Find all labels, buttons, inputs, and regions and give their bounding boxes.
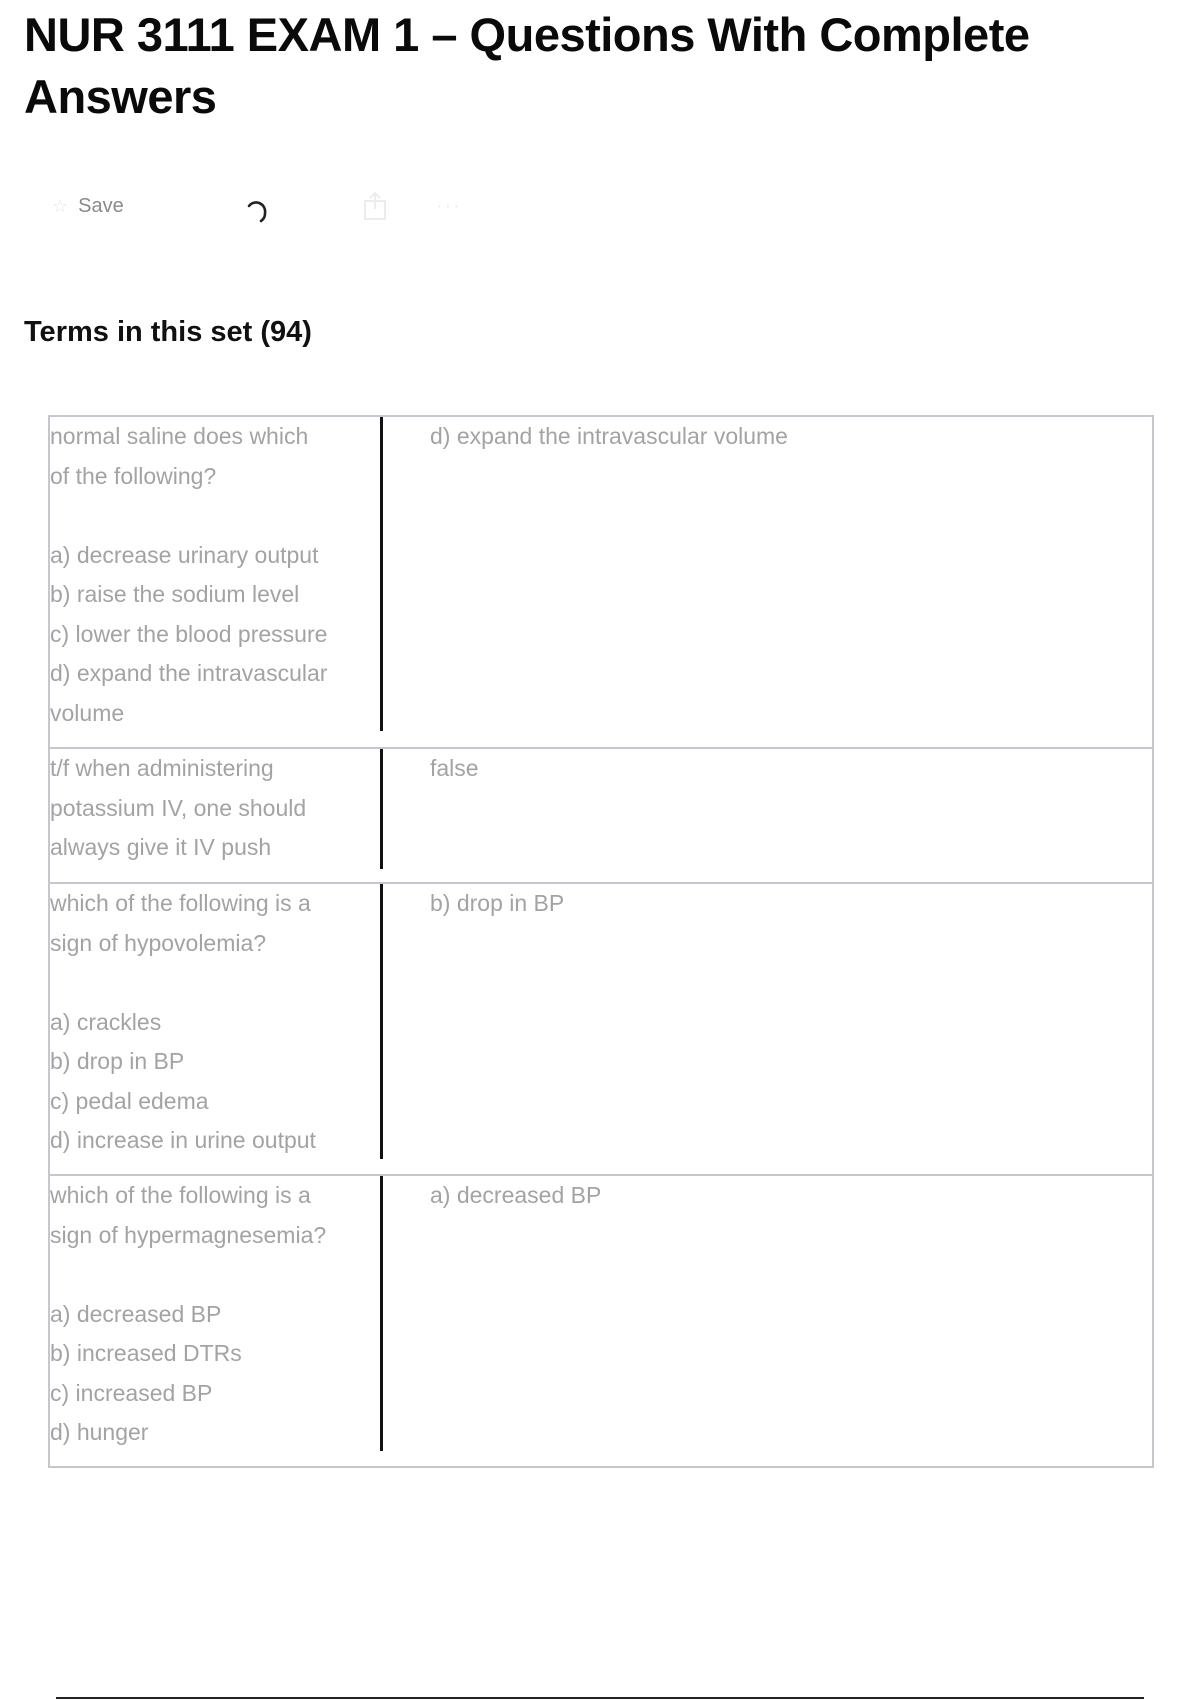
toolbar bbox=[52, 186, 512, 226]
page-title: NUR 3111 EXAM 1 – Questions With Complete Answers bbox=[24, 8, 1030, 123]
answer-text: false bbox=[430, 755, 479, 781]
star-icon: ☆ bbox=[52, 195, 69, 216]
more-button[interactable] bbox=[436, 186, 462, 226]
more-icon: ··· bbox=[436, 194, 462, 217]
term-question bbox=[50, 417, 383, 731]
term-question bbox=[50, 1176, 383, 1451]
save-button[interactable] bbox=[52, 186, 124, 226]
question-text: which of the following is a sign of hypermagnesemia? a) decreased BP b) increased DTRs c) increased BP d) hunger bbox=[50, 1182, 327, 1445]
term-card[interactable] bbox=[48, 1174, 1154, 1468]
term-card[interactable] bbox=[48, 747, 1154, 884]
share-icon bbox=[362, 191, 388, 221]
term-card[interactable] bbox=[48, 882, 1154, 1176]
share-button[interactable] bbox=[362, 186, 388, 226]
term-question bbox=[50, 884, 383, 1159]
answer-text: d) expand the intravascular volume bbox=[430, 423, 788, 449]
question-text: which of the following is a sign of hypovolemia? a) crackles b) drop in BP c) pedal edema d) increase in urine output bbox=[50, 890, 316, 1153]
term-question bbox=[50, 749, 383, 869]
spinner-icon bbox=[244, 193, 270, 233]
answer-text: b) drop in BP bbox=[430, 890, 565, 916]
term-card[interactable] bbox=[48, 415, 1154, 749]
save-label: Save bbox=[78, 194, 124, 217]
question-text: normal saline does which of the following? a) decrease urinary output b) raise the sodium level c) lower the blood pressure d) expand the intravascular volume bbox=[50, 423, 328, 726]
terms-list bbox=[48, 415, 1154, 1466]
terms-heading: Terms in this set (94) bbox=[24, 316, 312, 348]
answer-text: a) decreased BP bbox=[430, 1182, 602, 1208]
question-text: t/f when administering potassium IV, one should always give it IV push bbox=[50, 755, 307, 860]
bottom-divider bbox=[56, 1697, 1144, 1699]
